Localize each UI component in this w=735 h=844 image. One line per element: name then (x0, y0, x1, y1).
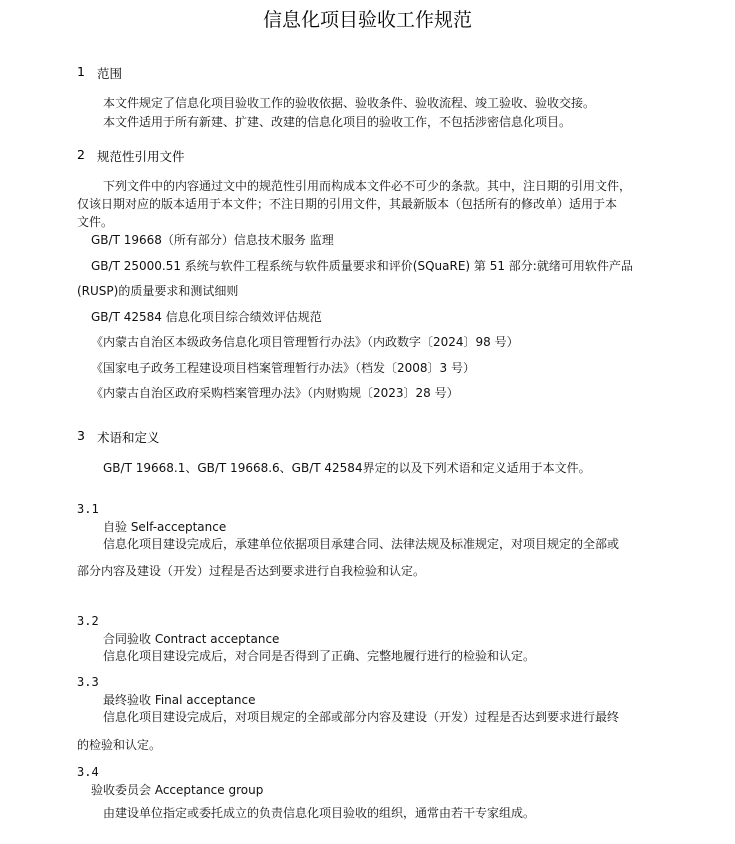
section-heading: 规范性引用文件 (97, 149, 185, 164)
paragraph-line: 文件。 (77, 215, 114, 229)
section-number: 1 (77, 64, 85, 79)
document-title: 信息化项目验收工作规范 (262, 9, 472, 31)
term-number: 3.1 (77, 502, 99, 516)
term-number: 3.2 (77, 614, 99, 628)
section-number: 2 (77, 147, 85, 162)
term-definition-line: 信息化项目建设完成后，对项目规定的全部或部分内容及建设（开发）过程是否达到要求进行最终 (103, 710, 620, 724)
term-number: 3.3 (77, 675, 99, 689)
term-definition-line: 的检验和认定。 (77, 738, 162, 752)
term-definition-line: 信息化项目建设完成后，对合同是否得到了正确、完整地履行进行的检验和认定。 (103, 649, 536, 663)
section-number: 3 (77, 428, 85, 443)
term-title: 最终验收 Final acceptance (103, 693, 256, 707)
term-title: 验收委员会 Acceptance group (91, 783, 264, 797)
term-title: 自验 Self-acceptance (103, 520, 227, 534)
term-title: 合同验收 Contract acceptance (103, 632, 280, 646)
reference-item: GB/T 42584 信息化项目综合绩效评估规范 (91, 310, 322, 324)
paragraph: GB/T 19668.1、GB/T 19668.6、GB/T 42584界定的以及下列术语和定义适用于本文件。 (103, 461, 591, 475)
reference-item-continued: (RUSP)的质量要求和测试细则 (77, 284, 239, 298)
reference-item: GB/T 25000.51 系统与软件工程系统与软件质量要求和评价(SQuaRE) 第 51 部分:就绪可用软件产品 (91, 259, 633, 273)
term-number: 3.4 (77, 765, 99, 779)
paragraph: 本文件适用于所有新建、扩建、改建的信息化项目的验收工作，不包括涉密信息化项目。 (103, 115, 572, 129)
term-definition-line: 由建设单位指定或委托成立的负责信息化项目验收的组织，通常由若干专家组成。 (103, 806, 536, 820)
paragraph-line: 下列文件中的内容通过文中的规范性引用而构成本文件必不可少的条款。其中，注日期的引用文件， (103, 179, 632, 193)
paragraph: 本文件规定了信息化项目验收工作的验收依据、验收条件、验收流程、竣工验收、验收交接。 (103, 96, 596, 110)
reference-item: GB/T 19668（所有部分）信息技术服务 监理 (91, 233, 334, 247)
term-definition-line: 信息化项目建设完成后，承建单位依据项目承建合同、法律法规及标准规定，对项目规定的全部或 (103, 537, 620, 551)
paragraph-line: 仅该日期对应的版本适用于本文件；不注日期的引用文件，其最新版本（包括所有的修改单）适用于本 (77, 197, 618, 211)
reference-item: 《国家电子政务工程建设项目档案管理暂行办法》（档发〔2008〕3 号） (91, 361, 475, 375)
reference-item: 《内蒙古自治区政府采购档案管理办法》（内财购规〔2023〕28 号） (91, 386, 459, 400)
section-heading: 范围 (97, 66, 123, 81)
reference-item: 《内蒙古自治区本级政务信息化项目管理暂行办法》（内政数字〔2024〕98 号） (91, 335, 519, 349)
term-definition-line: 部分内容及建设（开发）过程是否达到要求进行自我检验和认定。 (77, 564, 426, 578)
section-heading: 术语和定义 (97, 430, 160, 445)
